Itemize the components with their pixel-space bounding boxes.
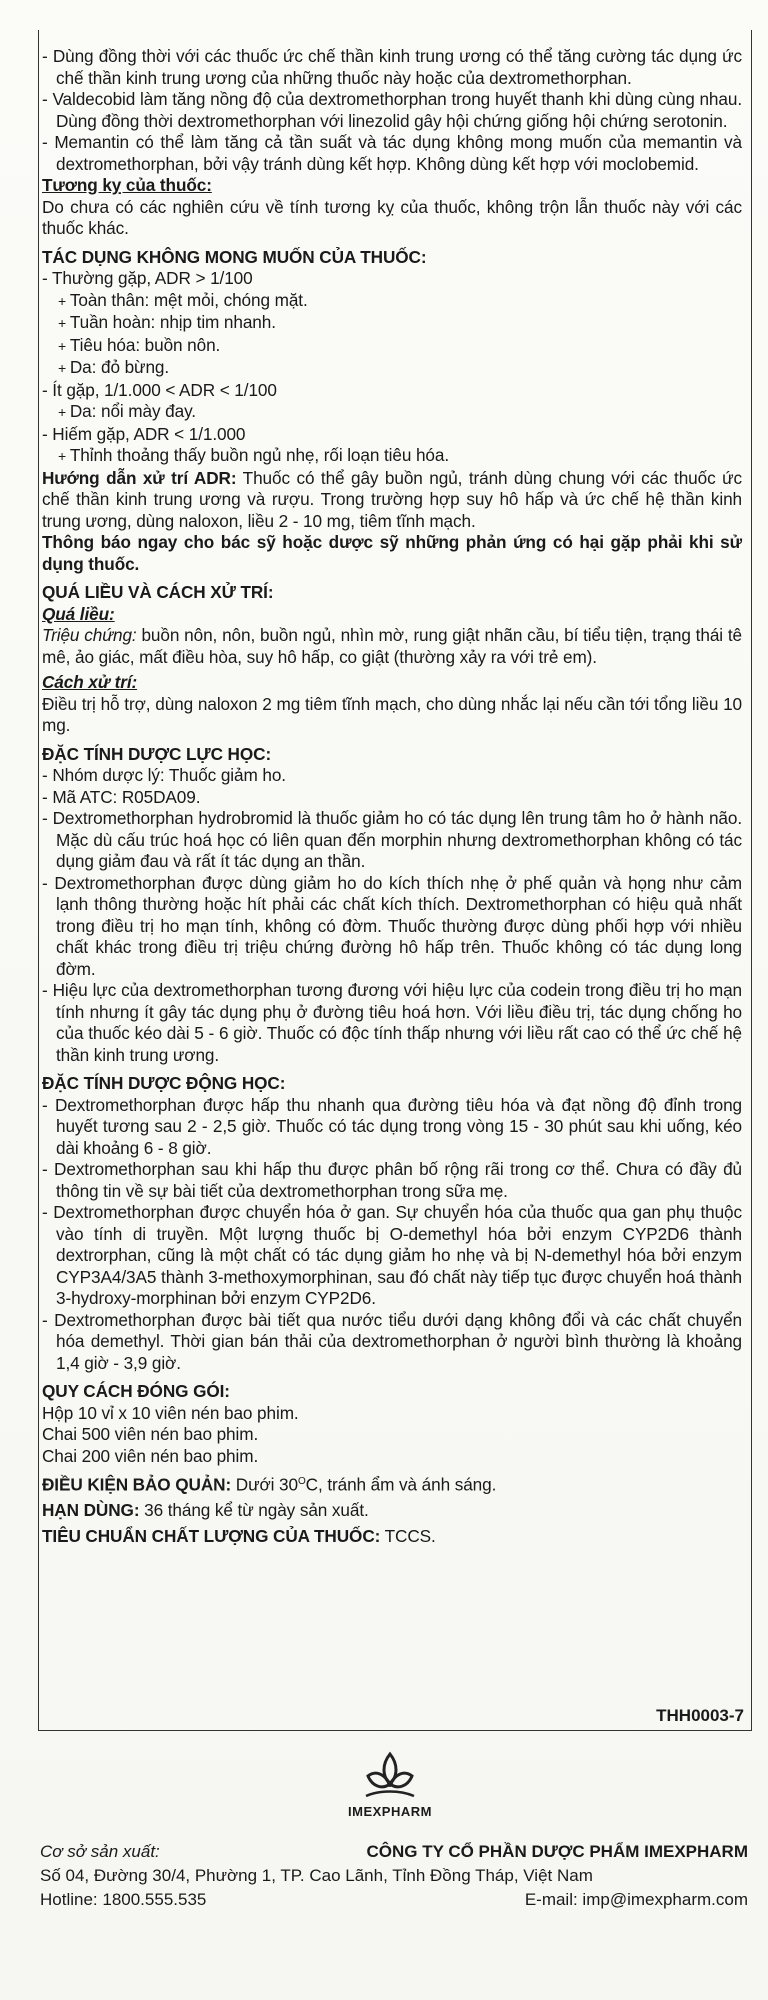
pd-item: - Mã ATC: R05DA09. [42, 786, 201, 807]
manufacturer-company: CÔNG TY CỔ PHẦN DƯỢC PHẨM IMEXPHARM [366, 1842, 748, 1861]
interaction-item-2: - Valdecobid làm tăng nồng độ của dextromethorphan trong huyết thanh khi dùng cùng nhau. Dùng đồng thời dextromethorphan với linezolid gây hội chứng giống hội chứng serotonin. [42, 89, 742, 131]
pd-item: - Dextromethorphan được dùng giảm ho do kích thích nhẹ ở phế quản và họng như cảm lạnh thông thường hoặc hít phải các chất kích thích. Dextromethorphan có hiệu quả nhất trong điều trị ho mạn tính, không có đờm. Thuốc thường được dùng phối hợp với nhiều chất khác trong điều trị triệu chứng đường hô hấp trên. Thuốc không có tác dụng long đờm. [42, 872, 742, 979]
manufacturer-label: Cơ sở sản xuất: [40, 1842, 160, 1861]
pk-item: - Dextromethorphan được bài tiết qua nước tiểu dưới dạng không đổi và các chất chuyển hóa demethyl. Thời gian bán thải của dextromethorphan ở người bình thường là khoảng 1,4 giờ - 3,9 giờ. [42, 1309, 742, 1373]
packaging-item: Hộp 10 vỉ x 10 viên nén bao phim. [42, 1402, 299, 1423]
adr-common-item: + Tiêu hóa: buồn nôn. [42, 335, 742, 358]
email: E-mail: imp@imexpharm.com [524, 1890, 748, 1909]
contact-row [40, 1888, 748, 1912]
adr-common-item: + Tuần hoàn: nhịp tim nhanh. [42, 312, 742, 335]
pd-item: - Hiệu lực của dextromethorphan tương đương với hiệu lực của codein trong điều trị ho mạn tính nhưng ít gây tác dụng phụ ở đường tiêu hoá hơn. Với liều điều trị, tác dụng chống ho của thuốc kéo dài 5 - 6 giờ. Thuốc có độc tính thấp nhưng với liều rất cao có thể ức chế hệ thần kinh trung ương. [42, 980, 742, 1065]
manufacturer-info [40, 1840, 748, 1912]
packaging-item: Chai 200 viên nén bao phim. [42, 1445, 259, 1466]
pd-heading: ĐẶC TÍNH DƯỢC LỰC HỌC: [42, 743, 272, 764]
leaflet-content [42, 46, 742, 1547]
interaction-item-3: - Memantin có thể làm tăng cả tần suất và tác dụng không mong muốn của memantin và dextromethorphan, bởi vậy tránh dùng kết hợp. Không dùng kết hợp với moclobemid. [42, 132, 742, 174]
pd-item: - Dextromethorphan hydrobromid là thuốc giảm ho có tác dụng lên trung tâm ho ở hành não. Mặc dù cấu trúc hoá học có liên quan đến morphin nhưng dextromethorphan không có tác dụng giảm đau và rất ít tác dụng an thần. [42, 808, 742, 871]
expiry: HẠN DÙNG: 36 tháng kể từ ngày sản xuất. [42, 1500, 369, 1521]
overdose-sub: Quá liều: [42, 603, 115, 624]
imexpharm-logo [340, 1750, 440, 1830]
adr-common-item: + Da: đỏ bừng. [42, 357, 742, 380]
adr-rare-item: + Thỉnh thoảng thấy buồn ngủ nhẹ, rối loạn tiêu hóa. [42, 445, 742, 468]
logo-wordmark: IMEXPHARM [348, 1804, 432, 1819]
adr-common: - Thường gặp, ADR > 1/100 [42, 268, 253, 288]
overdose-heading: QUÁ LIỀU VÀ CÁCH XỬ TRÍ: [42, 582, 274, 602]
adr-guide: Hướng dẫn xử trí ADR: Thuốc có thể gây buồn ngủ, tránh dùng chung với các thuốc ức chế thần kinh trung ương và rượu. Trong trường hợp suy hô hấp và ức chế hệ thần kinh trung ương, dùng naloxon, liều 2 - 10 mg, tiêm tĩnh mạch. [42, 467, 742, 531]
adr-notice: Thông báo ngay cho bác sỹ hoặc dược sỹ những phản ứng có hại gặp phải khi sử dụng thuốc. [42, 532, 742, 574]
adr-uncommon-item: + Da: nổi mày đay. [42, 401, 742, 424]
interaction-item-1: - Dùng đồng thời với các thuốc ức chế thần kinh trung ương có thể tăng cường tác dụng ức chế thần kinh trung ương của những thuốc này hoặc của dextromethorphan. [42, 46, 742, 88]
adr-uncommon: - Ít gặp, 1/1.000 < ADR < 1/100 [42, 379, 277, 400]
imexpharm-logo-icon [360, 1750, 420, 1802]
packaging-heading: QUY CÁCH ĐÓNG GÓI: [42, 1381, 230, 1401]
incompat-text: Do chưa có các nghiên cứu về tính tương kỵ của thuốc, không trộn lẫn thuốc này với các thuốc khác. [42, 196, 742, 238]
pd-item: - Nhóm dược lý: Thuốc giảm ho. [42, 765, 286, 785]
overdose-treat-text: Điều trị hỗ trợ, dùng naloxon 2 mg tiêm tĩnh mạch, cho dùng nhắc lại nếu cần tới tổng liều 10 mg. [42, 693, 742, 735]
adr-rare: - Hiếm gặp, ADR < 1/1.000 [42, 423, 246, 444]
hotline: Hotline: 1800.555.535 [40, 1890, 207, 1909]
incompat-heading: Tương kỵ của thuốc: [42, 175, 212, 195]
pk-item: - Dextromethorphan được chuyển hóa ở gan. Sự chuyển hóa của thuốc qua gan phụ thuộc vào tính di truyền. Một lượng thuốc bị O-demethyl hóa bởi enzym CYP2D6 thành dextrorphan, cũng là một chất có tác dụng giảm ho nhẹ và bị N-demethyl hóa bởi enzym CYP3A4/3A5 thành 3-methoxymorphinan, sau đó chất này tiếp tục được chuyển hoá thành 3-hydroxy-morphinan bởi enzym CYP2D6. [42, 1202, 742, 1308]
pk-item: - Dextromethorphan sau khi hấp thu được phân bố rộng rãi trong cơ thể. Chưa có đầy đủ thông tin về sự bài tiết của dextromethorphan trong sữa mẹ. [42, 1159, 742, 1201]
pk-item: - Dextromethorphan được hấp thu nhanh qua đường tiêu hóa và đạt nồng độ đỉnh trong huyết tương sau 2 - 2,5 giờ. Thuốc có tác dụng trong vòng 15 - 30 phút sau khi uống, kéo dài khoảng 6 - 8 giờ. [42, 1094, 742, 1158]
footer-divider [38, 1730, 750, 1731]
overdose-treat-label: Cách xử trí: [42, 672, 138, 692]
document-code: THH0003-7 [656, 1706, 744, 1725]
manufacturer-row [40, 1840, 748, 1864]
adr-common-item: + Toàn thân: mệt mỏi, chóng mặt. [42, 290, 742, 313]
adr-heading: TÁC DỤNG KHÔNG MONG MUỐN CỦA THUỐC: [42, 246, 427, 267]
pk-heading: ĐẶC TÍNH DƯỢC ĐỘNG HỌC: [42, 1073, 286, 1093]
storage: ĐIỀU KIỆN BẢO QUẢN: Dưới $30^OC$, tránh ẩm và ánh sáng. [42, 1474, 497, 1495]
packaging-item: Chai 500 viên nén bao phim. [42, 1424, 259, 1444]
quality-standard: TIÊU CHUẨN CHẤT LƯỢNG CỦA THUỐC: TCCS. [42, 1525, 436, 1546]
overdose-symptoms: Triệu chứng: buồn nôn, nôn, buồn ngủ, nhìn mờ, rung giật nhãn cầu, bí tiểu tiện, trạng thái tê mê, ảo giác, mất điều hòa, suy hô hấp, co giật (thường xảy ra với trẻ em). [42, 625, 742, 667]
manufacturer-address: Số 04, Đường 30/4, Phường 1, TP. Cao Lãnh, Tỉnh Đồng Tháp, Việt Nam [40, 1866, 593, 1885]
